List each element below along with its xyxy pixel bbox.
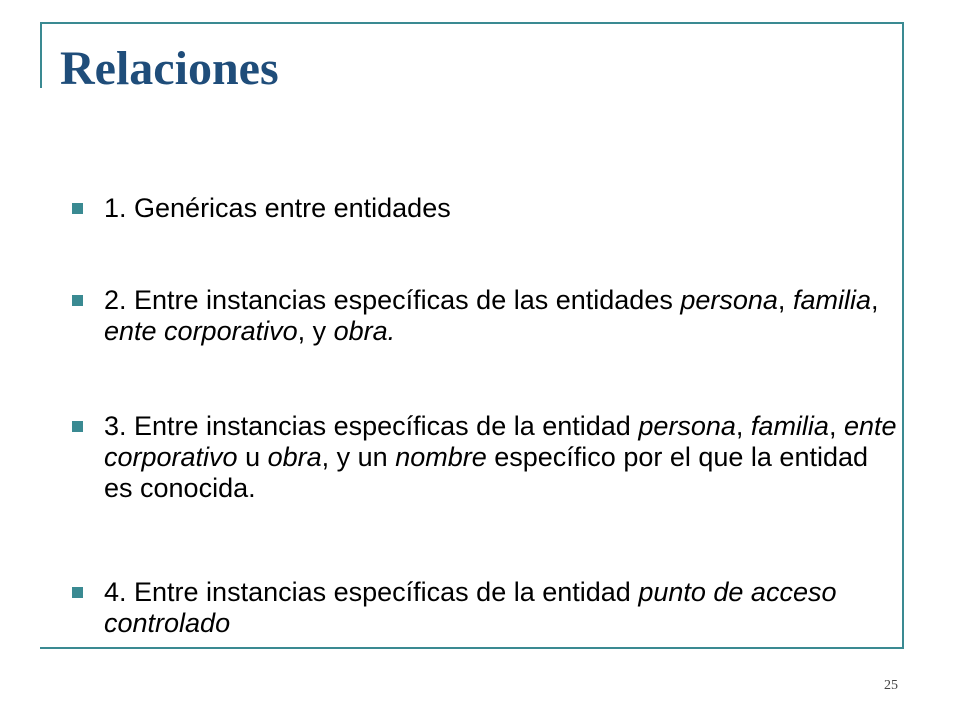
bullet-item-1 — [104, 193, 904, 224]
italic-term: punto de acceso controlado — [104, 577, 837, 638]
italic-term: nombre — [395, 442, 487, 472]
italic-term: ente corporativo — [104, 411, 897, 472]
italic-term: persona — [680, 285, 778, 315]
text-segment: 4. Entre instancias específicas de la entidad — [104, 577, 639, 607]
bullet-text-4 — [104, 577, 836, 638]
italic-term: persona — [638, 411, 736, 441]
bullet-text-1 — [104, 193, 451, 223]
bullet-item-2 — [104, 285, 904, 347]
slide-title: Relaciones — [60, 42, 279, 95]
text-segment: 2. Entre instancias específicas de las entidades — [104, 285, 681, 315]
bullet-text-3 — [104, 411, 897, 503]
italic-term: obra — [267, 442, 322, 472]
text-segment: , y un — [321, 442, 396, 472]
italic-term: obra. — [333, 316, 396, 346]
bullet-text-2 — [104, 285, 878, 346]
text-segment: 3. Entre instancias específicas de la entidad — [104, 411, 639, 441]
bullet-item-4 — [104, 577, 904, 639]
text-segment: 1. Genéricas entre entidades — [104, 193, 451, 223]
frame-top-line — [40, 22, 904, 24]
page-number: 25 — [884, 678, 898, 693]
italic-term: ente corporativo — [104, 316, 298, 346]
text-segment: , — [828, 411, 844, 441]
italic-term: familia — [792, 285, 871, 315]
text-segment: , — [735, 411, 751, 441]
text-segment: u — [237, 442, 268, 472]
bullet-marker-icon — [72, 587, 83, 598]
bullet-marker-icon — [72, 203, 83, 214]
text-segment: , y — [297, 316, 334, 346]
frame-left-line — [40, 22, 42, 88]
bullet-marker-icon — [72, 421, 83, 432]
bullet-item-3 — [104, 411, 904, 504]
text-segment: , — [777, 285, 793, 315]
text-segment: , — [870, 285, 879, 315]
bullet-marker-icon — [72, 295, 83, 306]
italic-term: familia — [750, 411, 829, 441]
frame-bottom-line — [40, 647, 904, 649]
text-segment: específico por el que la entidad es conocida. — [104, 442, 869, 503]
